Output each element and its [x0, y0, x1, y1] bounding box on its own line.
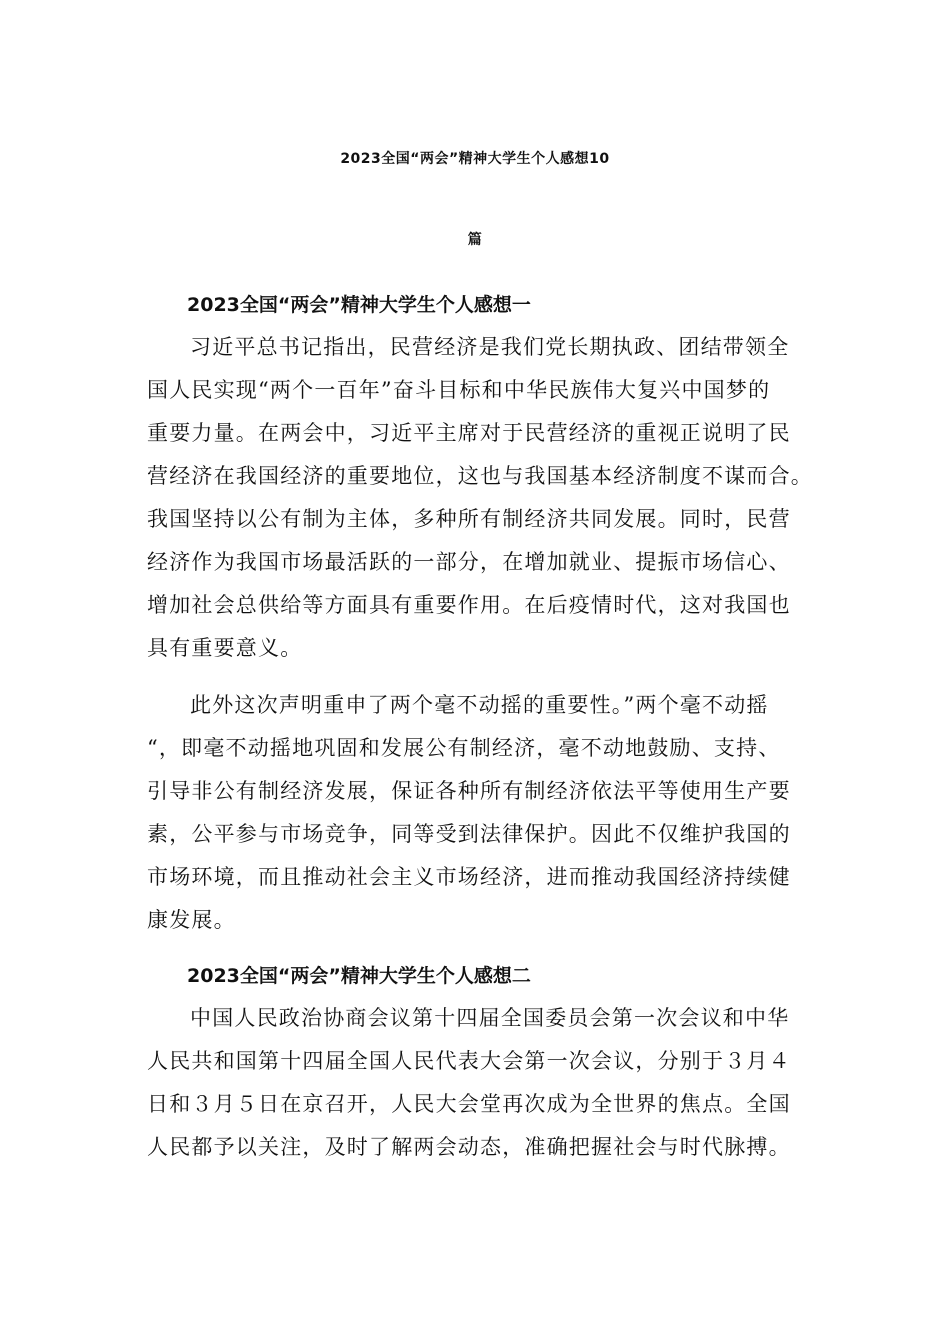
paragraph-line: 重要力量。在两会中，习近平主席对于民营经济的重视正说明了民: [147, 421, 791, 445]
paragraph-line: 经济作为我国市场最活跃的一部分，在增加就业、提振市场信心、: [147, 550, 791, 574]
paragraph-line: “，即毫不动摇地巩固和发展公有制经济，毫不动地鼓励、支持、: [147, 736, 781, 760]
paragraph-line: 此外这次声明重申了两个毫不动摇的重要性。”两个毫不动摇: [190, 693, 769, 717]
paragraph-line: 引导非公有制经济发展，保证各种所有制经济依法平等使用生产要: [147, 779, 791, 803]
paragraph-line: 我国坚持以公有制为主体，多种所有制经济共同发展。同时，民营: [147, 507, 791, 531]
paragraph-line: 国人民实现“两个一百年”奋斗目标和中华民族伟大复兴中国梦的: [147, 378, 771, 402]
paragraph-line: 营经济在我国经济的重要地位，这也与我国基本经济制度不谋而合。: [147, 464, 813, 488]
paragraph-line: 增加社会总供给等方面具有重要作用。在后疫情时代，这对我国也: [147, 593, 791, 617]
section-heading-2: 2023全国“两会”精神大学生个人感想二: [187, 965, 531, 987]
paragraph-line: 康发展。: [147, 908, 236, 932]
paragraph-line: 人民都予以关注，及时了解两会动态，准确把握社会与时代脉搏。: [147, 1135, 791, 1159]
paragraph-line: 素，公平参与市场竞争，同等受到法律保护。因此不仅维护我国的: [147, 822, 791, 846]
document-title-line-1: 2023全国“两会”精神大学生个人感想10: [340, 151, 610, 167]
paragraph-line: 市场环境，而且推动社会主义市场经济，进而推动我国经济持续健: [147, 865, 791, 889]
document-title-line-2: 篇: [467, 232, 483, 248]
paragraph-line: 具有重要意义。: [147, 636, 303, 660]
paragraph-line: 中国人民政治协商会议第十四届全国委员会第一次会议和中华: [190, 1006, 790, 1030]
paragraph-line: 人民共和国第十四届全国人民代表大会第一次会议，分别于３月４: [147, 1049, 791, 1073]
paragraph-line: 习近平总书记指出，民营经济是我们党长期执政、团结带领全: [190, 335, 790, 359]
paragraph-line: 日和３月５日在京召开，人民大会堂再次成为全世界的焦点。全国: [147, 1092, 791, 1116]
section-heading-1: 2023全国“两会”精神大学生个人感想一: [187, 294, 531, 316]
